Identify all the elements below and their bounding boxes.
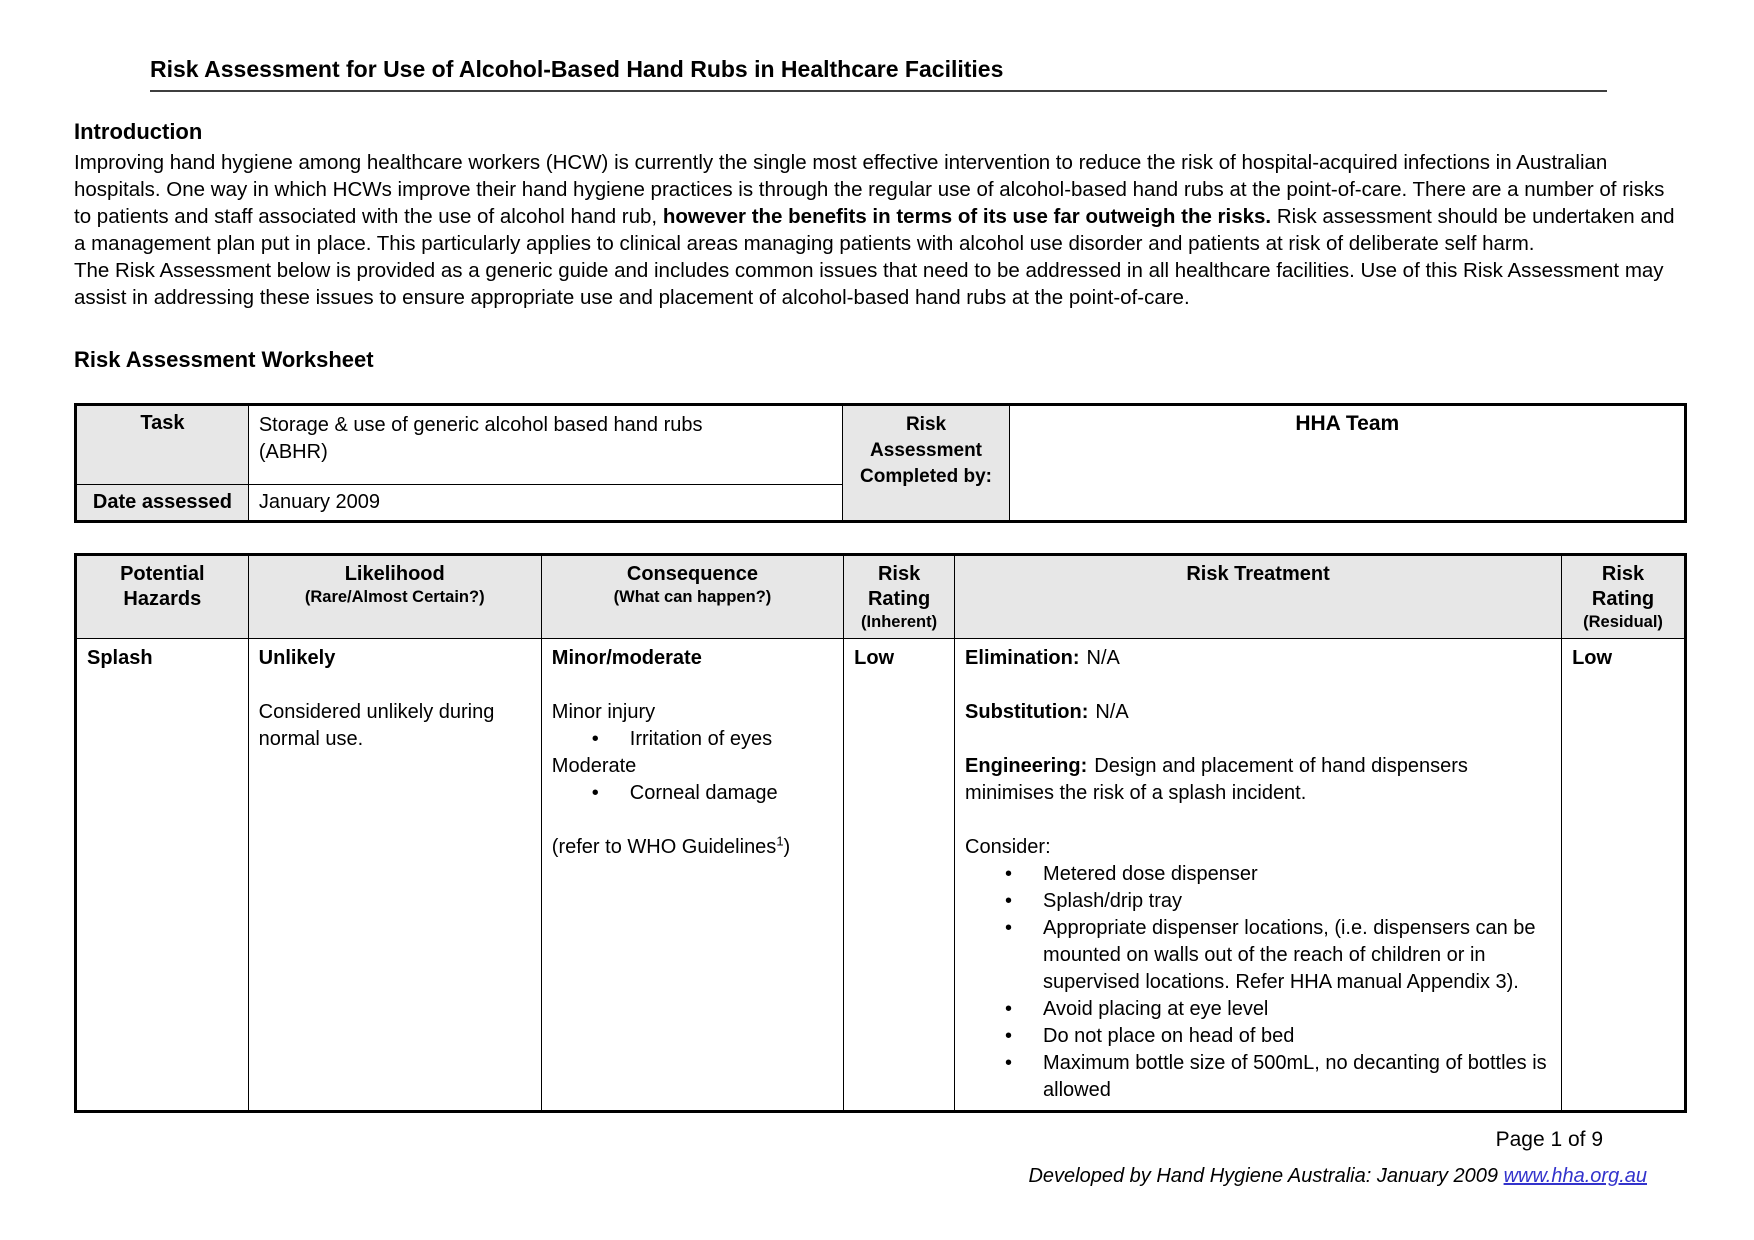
treatment-substitution: Substitution: N/A — [965, 701, 1129, 723]
bullet-icon: • — [591, 782, 599, 804]
consequence-minor-label: Minor injury — [551, 701, 656, 723]
consequence-moderate-bullet: • Corneal damage — [552, 780, 833, 807]
likelihood-level: Unlikely — [258, 647, 336, 669]
date-assessed-label-cell: Date assessed — [76, 485, 249, 522]
task-label-cell: Task — [76, 405, 249, 485]
page-number: Page 1 of 9 — [1495, 1128, 1603, 1151]
consequence-moderate-label: Moderate — [551, 755, 637, 777]
task-value-line2: (ABHR) — [258, 441, 328, 463]
likelihood-note: Considered unlikely during normal use. — [258, 701, 495, 750]
treatment-engineering: Engineering: Design and placement of hand dispensers minimises the risk of a splash incident. — [965, 755, 1468, 804]
bullet-icon: • — [1005, 917, 1013, 939]
completed-by-label-cell: Risk Assessment Completed by: — [842, 405, 1010, 522]
treatment-consider-item: • Metered dose dispenser — [965, 861, 1551, 888]
header-risk-treatment-label: Risk Treatment — [1186, 563, 1330, 585]
header-likelihood-sublabel: (Rare/Almost Certain?) — [304, 588, 485, 606]
date-assessed-value-cell: January 2009 — [248, 485, 842, 522]
intro-text-bold: however the benefits in terms of its use far outweigh the risks. — [662, 205, 1272, 228]
consequence-minor-bullet: • Irritation of eyes — [552, 726, 833, 753]
header-consequence — [541, 555, 843, 639]
risk-table-row-splash — [76, 639, 1686, 1112]
header-risk-rating-inherent-label: Risk Rating — [867, 563, 931, 610]
header-likelihood — [248, 555, 541, 639]
risk-rating-residual-cell — [1562, 639, 1686, 1112]
risk-table-header-row — [76, 555, 1686, 639]
task-value-cell — [248, 405, 842, 485]
hazard-name: Splash — [87, 647, 153, 669]
bullet-icon: • — [1005, 1025, 1013, 1047]
likelihood-cell — [248, 639, 541, 1112]
header-risk-rating-residual-sublabel: (Residual) — [1583, 613, 1663, 631]
task-value-line1: Storage & use of generic alcohol based hand rubs — [258, 414, 703, 436]
treatment-consider-item: • Avoid placing at eye level — [965, 996, 1551, 1023]
completed-by-value-cell: HHA Team — [1010, 405, 1686, 522]
intro-text-start: Improving hand hygiene among healthcare workers (HCW) is currently the single most effective intervention to reduce the risk of hospital-acquired infections in Australian hospitals. One way in which HCWs improve their hand hygiene practices is through the regular use of alcohol-based hand rubs at the point-of-care. There are a number of risks to patients and staff associated with the use of alcohol hand rub, — [74, 151, 1665, 228]
header-potential-hazards — [76, 555, 249, 639]
header-potential-hazards-label: Potential Hazards — [120, 563, 205, 610]
header-risk-rating-inherent — [844, 555, 955, 639]
header-risk-rating-residual-label: Risk Rating — [1591, 563, 1655, 610]
consequence-reference: (refer to WHO Guidelines$^1$) — [551, 833, 791, 858]
introduction-paragraphs — [74, 149, 1687, 311]
introduction-heading: Introduction — [74, 119, 203, 144]
task-info-table — [74, 403, 1687, 523]
treatment-consider-item: • Splash/drip tray — [965, 888, 1551, 915]
footnote-marker: 1 — [776, 833, 784, 849]
header-risk-rating-inherent-sublabel: (Inherent) — [861, 613, 938, 631]
treatment-elimination: Elimination: N/A — [965, 647, 1120, 669]
risk-rating-inherent-value: Low — [854, 647, 895, 669]
introduction-paragraph-2: The Risk Assessment below is provided as a generic guide and includes common issues that need to be addressed in all healthcare facilities. Use of this Risk Assessment may assist in addressing these issues to ensure appropriate use and placement of alcohol-based hand rubs at the point-of-care. — [74, 259, 1664, 309]
bullet-icon: • — [591, 728, 599, 750]
treatment-consider-item: • Maximum bottle size of 500mL, no decanting of bottles is allowed — [965, 1050, 1551, 1104]
risk-rating-inherent-cell — [844, 639, 955, 1112]
treatment-consider-item: • Do not place on head of bed — [965, 1023, 1551, 1050]
bullet-icon: • — [1005, 863, 1013, 885]
introduction-paragraph-1 — [74, 149, 1687, 257]
header-risk-rating-residual — [1562, 555, 1686, 639]
risk-treatment-cell — [955, 639, 1562, 1112]
treatment-consider-item: • Appropriate dispenser locations, (i.e. dispensers can be mounted on walls out of the reach of children or in supervised locations. Refer HHA manual Appendix 3). — [965, 915, 1551, 996]
header-consequence-label: Consequence — [626, 563, 759, 585]
worksheet-heading: Risk Assessment Worksheet — [74, 347, 374, 372]
header-consequence-sublabel: (What can happen?) — [613, 588, 772, 606]
bullet-icon: • — [1005, 890, 1013, 912]
header-risk-treatment — [955, 555, 1562, 639]
footer-credit — [74, 1161, 1687, 1191]
footer-credit-text: Developed by Hand Hygiene Australia: January 2009 — [1028, 1165, 1504, 1187]
document-title: Risk Assessment for Use of Alcohol-Based Hand Rubs in Healthcare Facilities — [150, 56, 1607, 92]
risk-assessment-table — [74, 553, 1687, 1113]
hha-website-link[interactable]: www.hha.org.au — [1503, 1165, 1647, 1187]
header-likelihood-label: Likelihood — [344, 563, 445, 585]
treatment-consider-label: Consider: — [965, 836, 1051, 858]
intro-text-end: Risk assessment should be undertaken and a management plan put in place. This particularly applies to clinical areas managing patients with alcohol use disorder and patients at risk of deliberate self harm. — [74, 205, 1675, 255]
bullet-icon: • — [1005, 998, 1013, 1020]
bullet-icon: • — [1005, 1052, 1013, 1074]
risk-rating-residual-value: Low — [1572, 647, 1613, 669]
hazard-cell — [76, 639, 249, 1112]
consequence-cell — [541, 639, 843, 1112]
page-footer — [74, 1125, 1687, 1191]
consequence-level: Minor/moderate — [551, 647, 702, 669]
